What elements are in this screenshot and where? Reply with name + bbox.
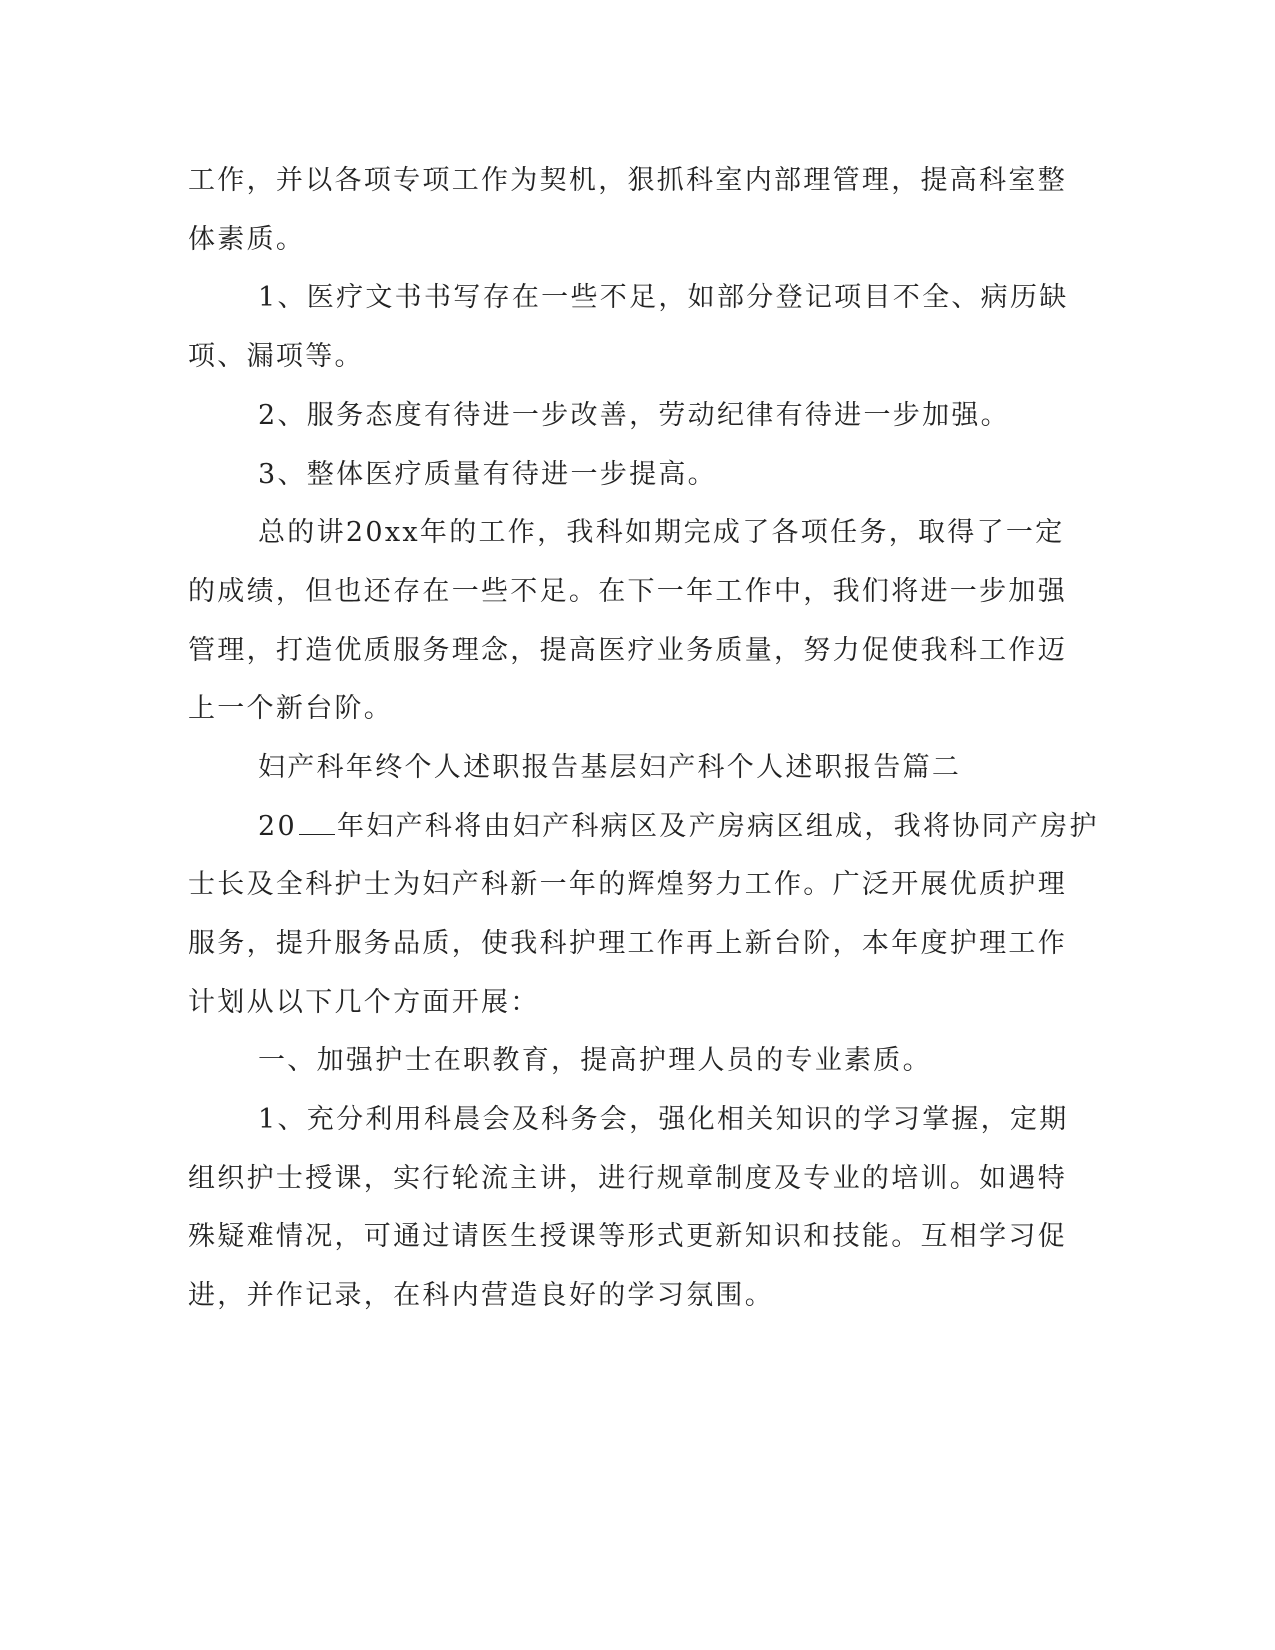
text-line: 1、充分利用科晨会及科务会，强化相关知识的学习掌握，定期 xyxy=(258,1104,1069,1135)
year-prefix: 20 xyxy=(258,811,297,842)
text-line: 一、加强护士在职教育，提高护理人员的专业素质。 xyxy=(258,1045,932,1076)
text-line: 1、医疗文书书写存在一些不足，如部分登记项目不全、病历缺 xyxy=(258,282,1069,313)
line-rest: 年妇产科将由妇产科病区及产房病区组成，我将协同产房护 xyxy=(336,811,1099,842)
text-line: 上一个新台阶。 xyxy=(188,693,394,724)
text-line xyxy=(258,809,1099,845)
text-line: 管理，打造优质服务理念，提高医疗业务质量，努力促使我科工作迈 xyxy=(188,635,1067,666)
section-heading: 妇产科年终个人述职报告基层妇产科个人述职报告篇二 xyxy=(258,752,962,783)
text-line: 总的讲20xx年的工作，我科如期完成了各项任务，取得了一定 xyxy=(258,517,1065,548)
fill-in-blank xyxy=(299,810,335,835)
text-line: 计划从以下几个方面开展： xyxy=(188,987,540,1018)
text-line: 3、整体医疗质量有待进一步提高。 xyxy=(258,459,717,490)
text-line: 进，并作记录，在科内营造良好的学习氛围。 xyxy=(188,1280,774,1311)
text-line: 工作，并以各项专项工作为契机，狠抓科室内部理管理，提高科室整 xyxy=(188,165,1067,196)
text-line: 体素质。 xyxy=(188,224,306,255)
text-line: 士长及全科护士为妇产科新一年的辉煌努力工作。广泛开展优质护理 xyxy=(188,869,1067,900)
text-line: 服务，提升服务品质，使我科护理工作再上新台阶，本年度护理工作 xyxy=(188,928,1067,959)
text-line: 2、服务态度有待进一步改善，劳动纪律有待进一步加强。 xyxy=(258,400,1010,431)
text-line: 的成绩，但也还存在一些不足。在下一年工作中，我们将进一步加强 xyxy=(188,576,1067,607)
text-line: 组织护士授课，实行轮流主讲，进行规章制度及专业的培训。如遇特 xyxy=(188,1163,1067,1194)
text-line: 项、漏项等。 xyxy=(188,341,364,372)
text-line: 殊疑难情况，可通过请医生授课等形式更新知识和技能。互相学习促 xyxy=(188,1221,1067,1252)
